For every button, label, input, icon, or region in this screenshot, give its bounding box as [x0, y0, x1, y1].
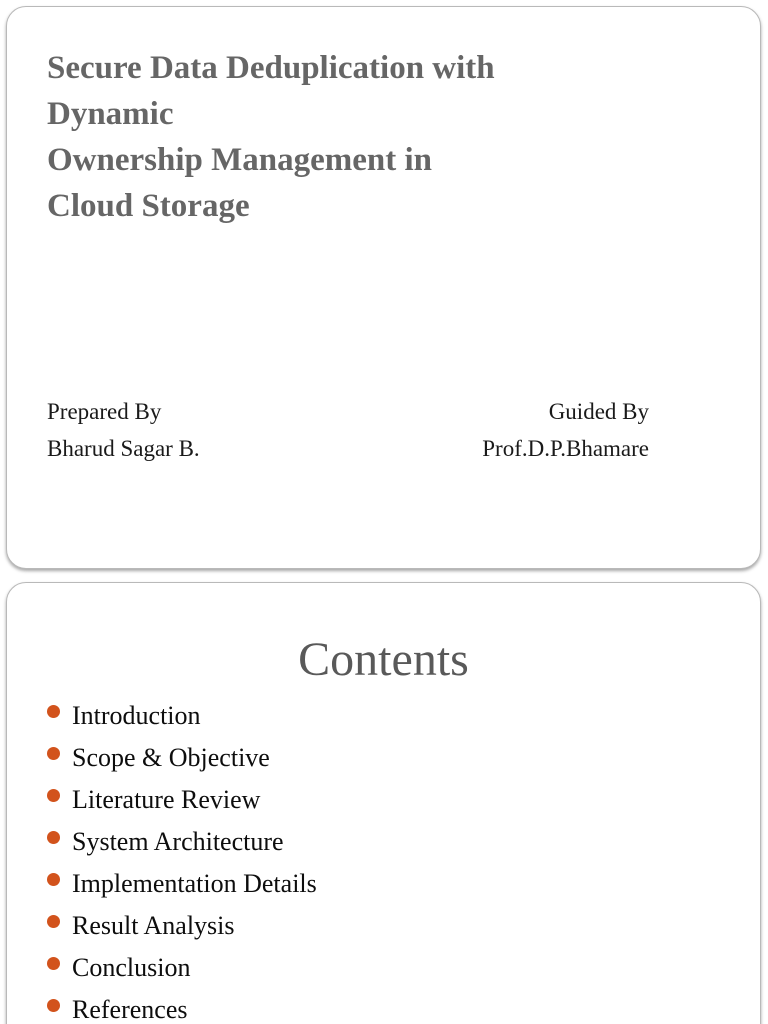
- contents-list: [47, 696, 317, 1024]
- title-line: Ownership Management in: [47, 142, 433, 178]
- list-item-label: Result Analysis: [72, 911, 235, 940]
- list-item-label: References: [72, 995, 188, 1024]
- list-item: [47, 990, 317, 1024]
- prepared-by-block: [47, 393, 200, 467]
- contents-heading: Contents: [298, 633, 469, 686]
- list-item-label: Implementation Details: [72, 869, 317, 898]
- list-item: [47, 864, 317, 906]
- title-line: Secure Data Deduplication with: [47, 50, 495, 86]
- list-item: [47, 780, 317, 822]
- list-item-label: Conclusion: [72, 953, 191, 982]
- prepared-by-name: Bharud Sagar B.: [47, 436, 200, 461]
- title-line: Dynamic: [47, 96, 174, 132]
- list-item: [47, 738, 317, 780]
- list-item-label: Introduction: [72, 701, 201, 730]
- list-item: [47, 822, 317, 864]
- title-line: Cloud Storage: [47, 188, 250, 224]
- bullet-icon: [47, 747, 60, 760]
- guided-by-block: [482, 393, 649, 467]
- contents-slide: [6, 582, 761, 1024]
- guided-by-name: Prof.D.P.Bhamare: [482, 436, 649, 461]
- list-item: [47, 696, 317, 738]
- guided-by-label: Guided By: [548, 399, 649, 424]
- bullet-icon: [47, 999, 60, 1012]
- bullet-icon: [47, 915, 60, 928]
- bullet-icon: [47, 831, 60, 844]
- slide-title: [47, 45, 607, 229]
- list-item-label: System Architecture: [72, 827, 284, 856]
- list-item-label: Scope & Objective: [72, 743, 270, 772]
- list-item: [47, 906, 317, 948]
- title-slide: [6, 6, 761, 569]
- bullet-icon: [47, 957, 60, 970]
- bullet-icon: [47, 705, 60, 718]
- list-item: [47, 948, 317, 990]
- bullet-icon: [47, 873, 60, 886]
- bullet-icon: [47, 789, 60, 802]
- list-item-label: Literature Review: [72, 785, 261, 814]
- prepared-by-label: Prepared By: [47, 399, 162, 424]
